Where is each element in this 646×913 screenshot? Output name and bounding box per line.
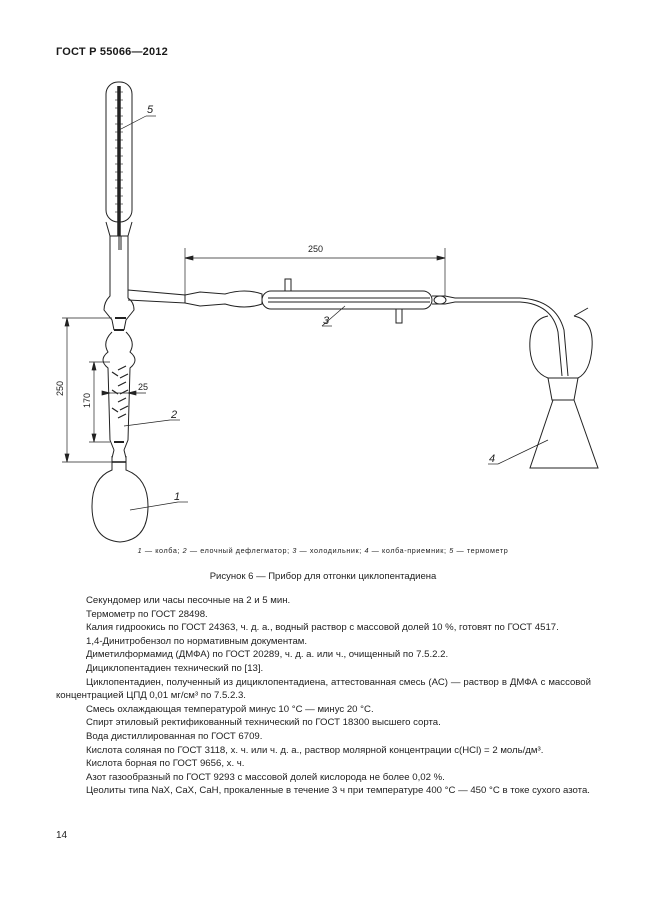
condenser — [185, 279, 520, 323]
part-number-1: 1 — [174, 491, 181, 503]
legend-item: 5 — термометр — [449, 546, 509, 555]
dimension-lines — [62, 248, 445, 462]
paragraph: Спирт этиловый ректификованный технический по ГОСТ 18300 высшего сорта. — [86, 717, 441, 729]
paragraph: Кислота борная по ГОСТ 9656, х. ч. — [86, 758, 245, 770]
paragraph: Диметилформамид (ДМФА) по ГОСТ 20289, ч. д. а. или ч., очищенный по 7.5.2.2. — [86, 649, 449, 661]
distillation-head — [104, 236, 185, 330]
body-text — [56, 594, 591, 798]
thermometer — [106, 82, 132, 250]
paragraph: Дициклопентадиен технический по [13]. — [86, 662, 264, 674]
dimension-label-dephlegmator: 170 — [82, 392, 92, 408]
part-number-2: 2 — [171, 409, 178, 421]
legend-item: 1 — колба; — [137, 546, 183, 555]
round-bottom-flask — [92, 456, 148, 542]
part-number-3: 3 — [323, 315, 330, 327]
legend-item: 3 — холодильник; — [292, 546, 365, 555]
paragraph: Смесь охлаждающая температурой минус 10 °С — минус 20 °С. — [86, 703, 374, 715]
receiver-adapter — [520, 298, 568, 376]
paragraph: 1,4-Динитробензол по нормативным документам. — [86, 635, 308, 647]
figure-legend — [0, 546, 646, 555]
dimension-label-condenser: 250 — [308, 244, 324, 254]
paragraph: Кислота соляная по ГОСТ 3118, х. ч. или ч. д. а., раствор молярной концентрации c(HCl) = 2 моль/дм³. — [86, 744, 544, 756]
leader-lines — [119, 116, 548, 510]
paragraph: Циклопентадиен, полученный из дициклопентадиена, аттестованная смесь (АС) — раствор в ДМФА с массовой концентрацией ЦПД 0,01 мг/см³ по 7.5.2.3. — [56, 676, 591, 702]
paragraph: Секундомер или часы песочные на 2 и 5 мин. — [86, 595, 291, 606]
legend-item: 4 — колба-приемник; — [364, 546, 450, 555]
dimension-label-column: 250 — [55, 380, 65, 396]
dephlegmator — [103, 332, 135, 458]
figure-caption: Рисунок 6 — Прибор для отгонки циклопентадиена — [209, 571, 437, 582]
paragraph: Вода дистиллированная по ГОСТ 6709. — [86, 730, 263, 742]
paragraph: Азот газообразный по ГОСТ 9293 с массовой долей кислорода не более 0,02 %. — [86, 771, 445, 783]
paragraph: Калия гидроокись по ГОСТ 24363, ч. д. а., водный раствор с массовой долей 10 %, готовят по ГОСТ 4517. — [86, 622, 559, 634]
part-number-5: 5 — [147, 104, 154, 116]
paragraph: Термометр по ГОСТ 28498. — [86, 608, 208, 620]
page-number: 14 — [56, 830, 68, 841]
legend-item: 2 — елочный дефлегматор; — [182, 546, 293, 555]
document-header: ГОСТ Р 55066—2012 — [56, 46, 168, 58]
dimension-label-spiral: 25 — [138, 382, 149, 392]
part-number-4: 4 — [489, 453, 496, 465]
paragraph: Цеолиты типа NaX, CaX, CaH, прокаленные в течение 3 ч при температуре 400 °С — 450 °С в токе сухого азота. — [86, 785, 590, 797]
